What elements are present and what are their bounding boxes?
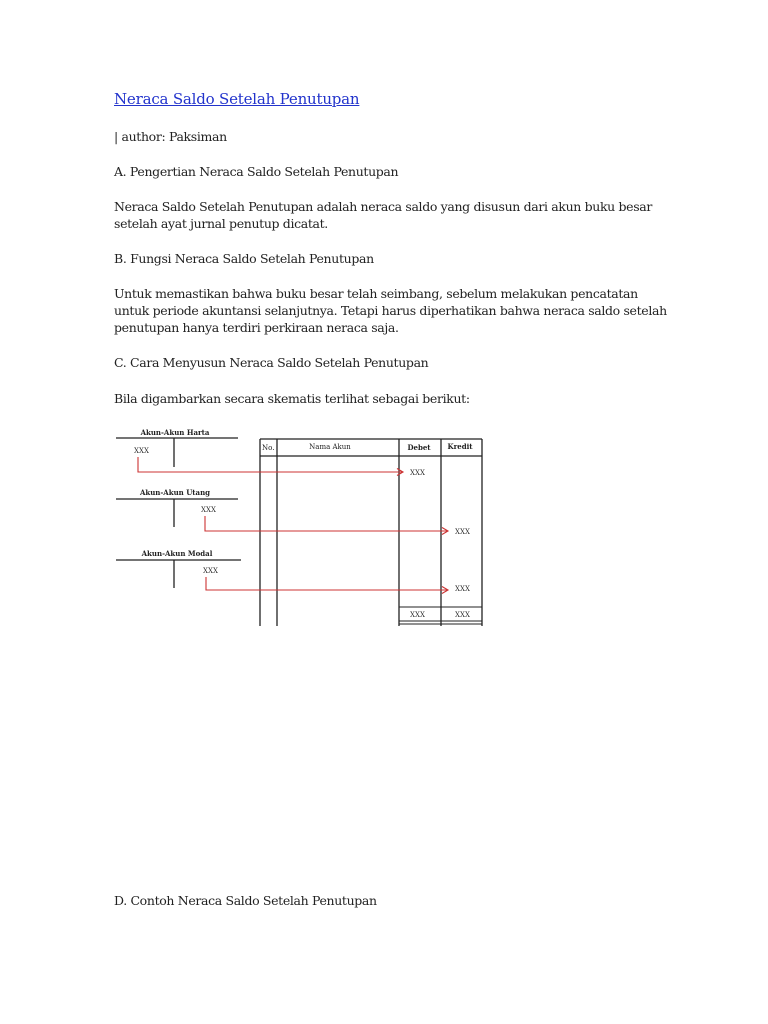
kredit-entry-2: XXX — [455, 585, 470, 593]
section-b-line-2: untuk periode akuntansi selanjutnya. Tetapi harus diperhatikan bahwa neraca saldo setelah — [114, 303, 667, 318]
section-b-line-3: penutupan hanya terdiri perkiraan neraca saja. — [114, 320, 399, 335]
account-modal-label: Akun-Akun Modal — [141, 549, 213, 558]
transfer-arrows — [138, 457, 448, 594]
arrow-utang-to-kredit — [205, 516, 447, 531]
table-header-no: No. — [262, 444, 275, 452]
trial-balance-table — [260, 439, 482, 626]
total-debet: XXX — [410, 611, 425, 619]
total-kredit: XXX — [455, 611, 470, 619]
closing-trial-balance-diagram — [110, 420, 500, 635]
page-title-link[interactable]: Neraca Saldo Setelah Penutupan — [114, 90, 360, 108]
section-c-heading: C. Cara Menyusun Neraca Saldo Setelah Penutupan — [114, 355, 429, 370]
section-a-line-1: Neraca Saldo Setelah Penutupan adalah neraca saldo yang disusun dari akun buku besar — [114, 199, 652, 214]
arrow-harta-to-debet — [138, 457, 402, 472]
section-b-heading: B. Fungsi Neraca Saldo Setelah Penutupan — [114, 251, 374, 266]
kredit-entry-1: XXX — [455, 528, 470, 536]
account-harta-label: Akun-Akun Harta — [140, 428, 210, 437]
arrow-modal-to-kredit — [206, 577, 447, 590]
table-header-nama-akun: Nama Akun — [309, 443, 351, 451]
table-header-debet: Debet — [407, 443, 431, 452]
account-harta-value: XXX — [134, 447, 149, 455]
account-modal — [116, 549, 241, 588]
author-line: | author: Paksiman — [114, 129, 227, 144]
section-b-line-1: Untuk memastikan bahwa buku besar telah seimbang, sebelum melakukan pencatatan — [114, 286, 638, 301]
section-d-heading: D. Contoh Neraca Saldo Setelah Penutupan — [114, 893, 377, 908]
table-header-kredit: Kredit — [447, 442, 473, 451]
account-utang — [116, 488, 238, 527]
section-c-intro: Bila digambarkan secara skematis terlihat sebagai berikut: — [114, 391, 470, 406]
debet-entry: XXX — [410, 469, 425, 477]
account-harta — [116, 428, 238, 467]
account-modal-value: XXX — [203, 567, 218, 575]
section-a-heading: A. Pengertian Neraca Saldo Setelah Penutupan — [114, 164, 399, 179]
account-utang-label: Akun-Akun Utang — [139, 488, 211, 497]
account-utang-value: XXX — [201, 506, 216, 514]
section-a-line-2: setelah ayat jurnal penutup dicatat. — [114, 216, 328, 231]
